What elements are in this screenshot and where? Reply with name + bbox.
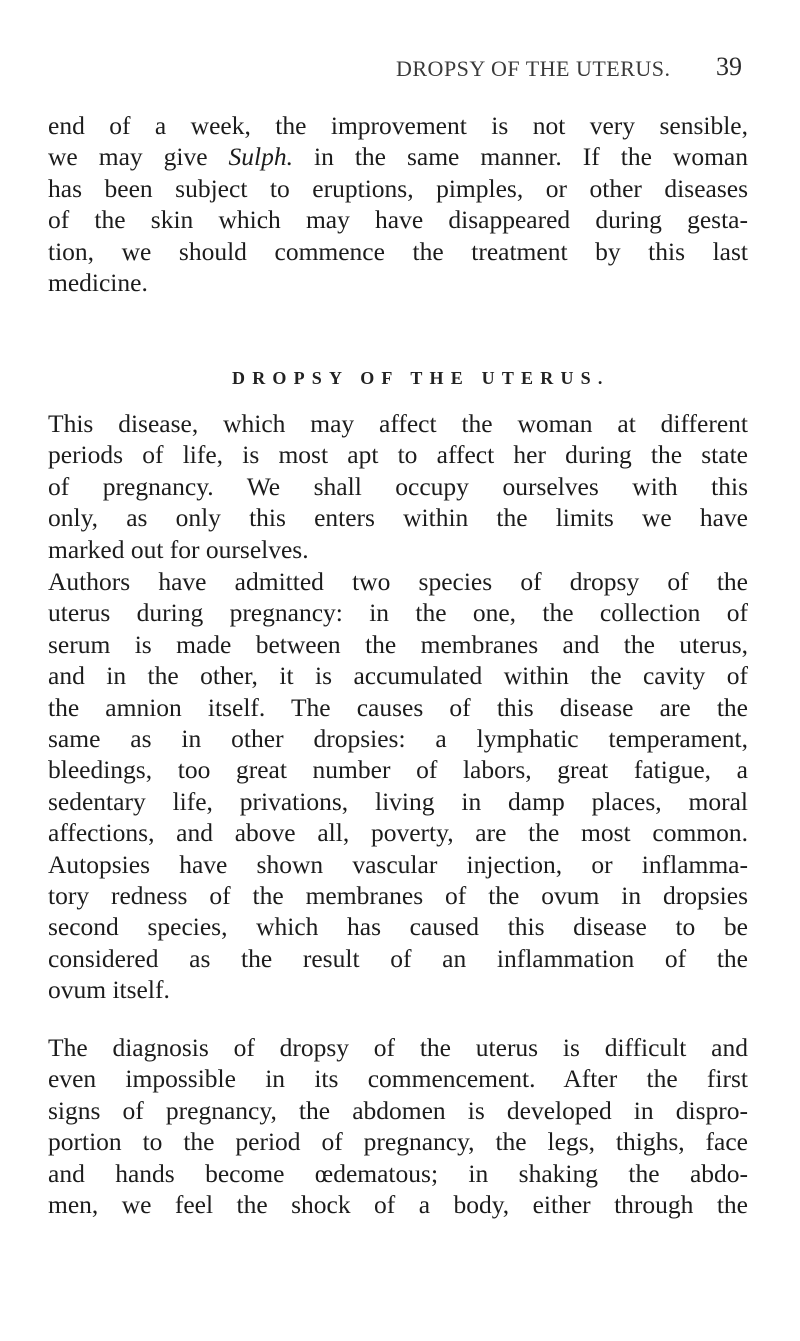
paragraph-2 bbox=[48, 408, 748, 565]
text-line: sedentary life, privations, living in damp places, moral bbox=[48, 786, 748, 816]
text-line: Authors have admitted two species of dropsy of the bbox=[48, 567, 748, 596]
text-line: tion, we should commence the treatment by this last bbox=[48, 236, 748, 266]
text-line: end of a week, the improvement is not very sensible, bbox=[48, 111, 748, 140]
text-line: even impossible in its commencement. After the first bbox=[48, 1064, 748, 1094]
text-line: same as in other dropsies: a lymphatic temperament, bbox=[48, 723, 748, 753]
text-line: and hands become œdematous; in shaking the abdo- bbox=[48, 1158, 748, 1188]
running-head: DROPSY OF THE UTERUS. bbox=[396, 56, 671, 81]
text-line: marked out for ourselves. bbox=[48, 534, 309, 564]
text-line: serum is made between the membranes and the uterus, bbox=[48, 629, 748, 659]
text-line: This disease, which may affect the woman at different bbox=[48, 409, 748, 438]
text-run: in the same manner. If the woman bbox=[293, 142, 748, 172]
text-line: signs of pregnancy, the abdomen is developed in dispro- bbox=[48, 1095, 748, 1125]
paragraph-3 bbox=[48, 566, 748, 1005]
text-line: portion to the period of pregnancy, the legs, thighs, face bbox=[48, 1127, 748, 1157]
text-line: only, as only this enters within the limits we have bbox=[48, 503, 748, 533]
text-line: and in the other, it is accumulated within the cavity of bbox=[48, 661, 748, 691]
text-run: we may give bbox=[48, 142, 229, 172]
paragraph-4 bbox=[48, 1032, 748, 1220]
text-line bbox=[48, 141, 748, 172]
text-line: of the skin which may have disappeared during gesta- bbox=[48, 205, 748, 235]
text-line: of pregnancy. We shall occupy ourselves with this bbox=[48, 471, 748, 501]
text-line: Autopsies have shown vascular injection, or inflamma- bbox=[48, 849, 748, 879]
text-line: periods of life, is most apt to affect her during the state bbox=[48, 440, 748, 470]
text-line: has been subject to eruptions, pimples, or other diseases bbox=[48, 173, 748, 203]
section-heading: DROPSY OF THE UTERUS. bbox=[232, 368, 610, 388]
paragraph-1 bbox=[48, 110, 748, 298]
text-line: ovum itself. bbox=[48, 975, 170, 1005]
text-line: medicine. bbox=[48, 267, 148, 297]
text-line: uterus during pregnancy: in the one, the collection of bbox=[48, 598, 748, 628]
text-line: The diagnosis of dropsy of the uterus is difficult and bbox=[48, 1033, 748, 1062]
text-line: affections, and above all, poverty, are the most common. bbox=[48, 818, 748, 848]
text-line: men, we feel the shock of a body, either through the bbox=[48, 1189, 748, 1219]
italic-abbreviation: Sulph. bbox=[228, 142, 293, 172]
text-line: second species, which has caused this disease to be bbox=[48, 912, 748, 942]
text-line: the amnion itself. The causes of this disease are the bbox=[48, 692, 748, 722]
text-line: considered as the result of an inflammation of the bbox=[48, 943, 748, 973]
page-number: 39 bbox=[716, 52, 742, 81]
text-line: bleedings, too great number of labors, great fatigue, a bbox=[48, 755, 748, 785]
text-line: tory redness of the membranes of the ovum in dropsies bbox=[48, 880, 748, 910]
